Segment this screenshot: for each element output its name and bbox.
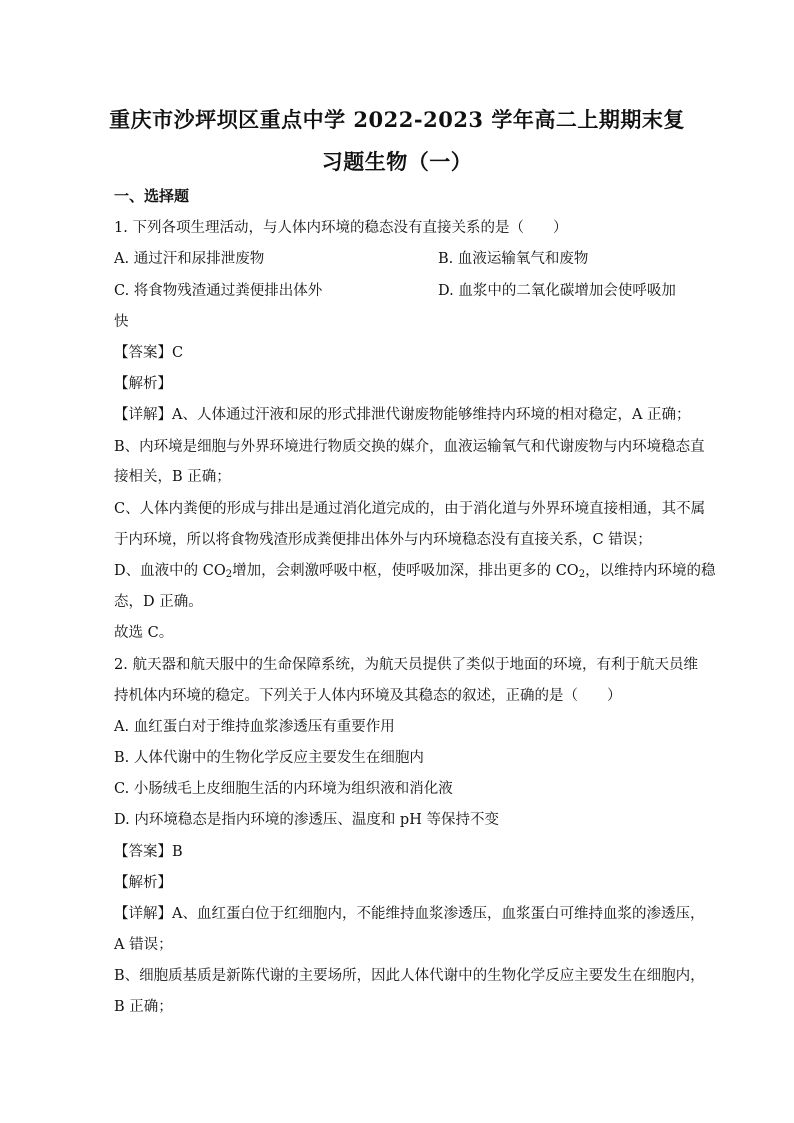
q1-detail-d-2: 态，D 正确。 [114, 594, 203, 610]
q2-option-d: D. 内环境稳态是指内环境的渗透压、温度和 pH 等保持不变 [114, 812, 499, 828]
q2-answer: 【答案】B [114, 844, 183, 860]
q2-stem-1: 2. 航天器和航天服中的生命保障系统，为航天员提供了类似于地面的环境，有利于航天员维 [114, 657, 698, 673]
q2-analysis-label: 【解析】 [114, 875, 172, 891]
document-title-line-1: 重庆市沙坪坝区重点中学 2022-2023 学年高二上期期末复 [109, 107, 685, 132]
q2-stem-2: 持机体内环境的稳定。下列关于人体内环境及其稳态的叙述，正确的是（ ） [114, 688, 622, 704]
q1-option-a: A. 通过汗和尿排泄废物 [114, 251, 265, 267]
q2-option-a: A. 血红蛋白对于维持血浆渗透压有重要作用 [114, 719, 395, 735]
q1-answer: 【答案】C [114, 345, 184, 361]
q1-option-c: C. 将食物残渣通过粪便排出体外 [114, 283, 323, 299]
co2-subscript: 2 [578, 569, 586, 580]
q2-detail-a-2: A 错误； [114, 937, 173, 953]
q2-option-c: C. 小肠绒毛上皮细胞生活的内环境为组织液和消化液 [114, 781, 453, 797]
co2-subscript: 2 [225, 569, 233, 580]
section-heading: 一、选择题 [114, 187, 190, 205]
document-title-line-2: 习题生物（一） [321, 149, 473, 174]
q1-detail-c-1: C、人体内粪便的形成与排出是通过消化道完成的，由于消化道与外界环境直接相通，其不属 [114, 501, 706, 517]
q1-detail-d-1-post: ，以维持内环境的稳 [585, 563, 716, 579]
q1-option-b: B. 血液运输氧气和废物 [438, 251, 589, 267]
q1-detail-c-2: 于内环境，所以将食物残渣形成粪便排出体外与内环境稳态没有直接关系，C 错误； [114, 532, 652, 548]
q1-detail-a: 【详解】A、人体通过汗液和尿的形式排泄代谢废物能够维持内环境的相对稳定，A 正确； [114, 407, 691, 423]
q1-conclusion: 故选 C。 [114, 625, 174, 641]
q2-detail-a-1: 【详解】A、血红蛋白位于红细胞内，不能维持血浆渗透压，血浆蛋白可维持血浆的渗透压， [114, 906, 705, 922]
q2-option-b: B. 人体代谢中的生物化学反应主要发生在细胞内 [114, 750, 424, 766]
q1-option-d-continued: 快 [114, 314, 129, 330]
q2-detail-b-2: B 正确； [114, 999, 173, 1015]
q1-stem: 1. 下列各项生理活动，与人体内环境的稳态没有直接关系的是（ ） [114, 220, 568, 236]
q1-detail-b-1: B、内环境是细胞与外界环境进行物质交换的媒介，血液运输氧气和代谢废物与内环境稳态直 [114, 439, 705, 455]
q2-detail-b-1: B、细胞质基质是新陈代谢的主要场所，因此人体代谢中的生物化学反应主要发生在细胞内， [114, 968, 705, 984]
q1-detail-d-1-pre: D、血液中的 CO [114, 563, 226, 579]
q1-analysis-label: 【解析】 [114, 376, 172, 392]
q1-detail-b-2: 接相关，B 正确； [114, 469, 231, 485]
q1-detail-d-1 [114, 561, 716, 585]
q1-detail-d-1-mid: 增加，会刺激呼吸中枢，使呼吸加深，排出更多的 CO [232, 563, 579, 579]
q1-option-d: D. 血浆中的二氧化碳增加会使呼吸加 [438, 283, 676, 299]
